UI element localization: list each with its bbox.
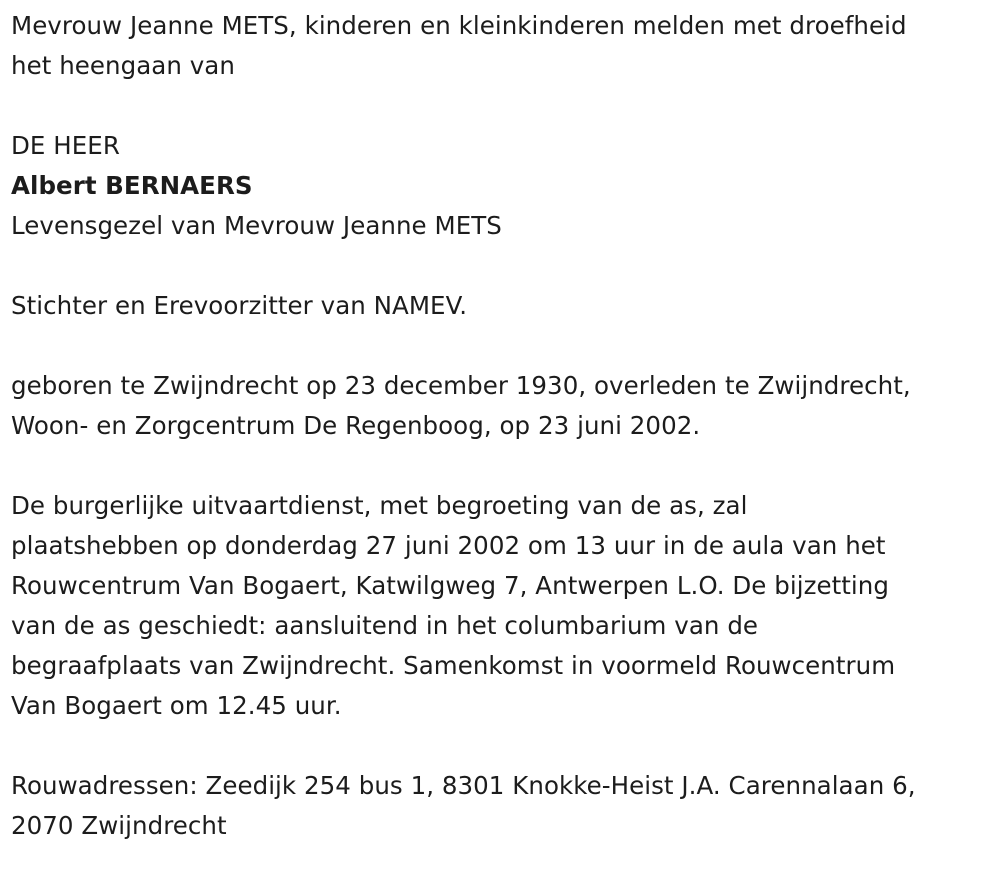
spacer [11, 446, 991, 486]
spacer [11, 86, 991, 126]
spacer [11, 726, 991, 766]
intro-paragraph [11, 6, 991, 86]
address-line: 2070 Zwijndrecht [11, 811, 227, 840]
service-line: De burgerlijke uitvaartdienst, met begroeting van de as, zal [11, 491, 748, 520]
intro-line: het heengaan van [11, 51, 235, 80]
address-line: Rouwadressen: Zeedijk 254 bus 1, 8301 Knokke-Heist J.A. Carennalaan 6, [11, 771, 916, 800]
honorific: DE HEER [11, 131, 120, 160]
service-line: van de as geschiedt: aansluitend in het columbarium van de [11, 611, 759, 640]
death-notice [11, 6, 991, 846]
service-paragraph [11, 486, 991, 726]
life-dates-line: geboren te Zwijndrecht op 23 december 1930, overleden te Zwijndrecht, [11, 371, 911, 400]
intro-line: Mevrouw Jeanne METS, kinderen en kleinkinderen melden met droefheid [11, 11, 907, 40]
service-line: plaatshebben op donderdag 27 juni 2002 om 13 uur in de aula van het [11, 531, 886, 560]
spacer [11, 326, 991, 366]
service-line: Rouwcentrum Van Bogaert, Katwilgweg 7, Antwerpen L.O. De bijzetting [11, 571, 889, 600]
life-dates-paragraph [11, 366, 991, 446]
service-line: Van Bogaert om 12.45 uur. [11, 691, 342, 720]
life-dates-line: Woon- en Zorgcentrum De Regenboog, op 23 juni 2002. [11, 411, 701, 440]
deceased-name: Albert BERNAERS [11, 171, 253, 200]
spacer [11, 246, 991, 286]
service-line: begraafplaats van Zwijndrecht. Samenkomst in voormeld Rouwcentrum [11, 651, 896, 680]
relation-line: Levensgezel van Mevrouw Jeanne METS [11, 211, 502, 240]
addresses-paragraph [11, 766, 991, 846]
title-line: Stichter en Erevoorzitter van NAMEV. [11, 291, 468, 320]
